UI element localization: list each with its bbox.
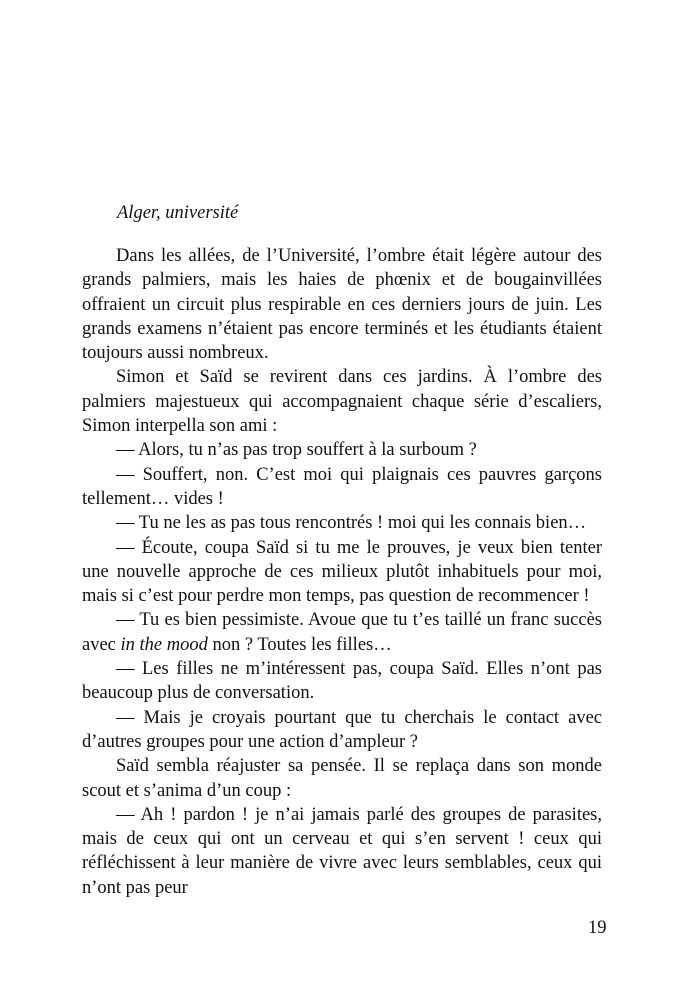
paragraph bbox=[82, 608, 602, 657]
paragraph: — Souffert, non. C’est moi qui plaignais ces pauvres garçons tellement… vides ! bbox=[82, 464, 602, 509]
paragraph: — Mais je croyais pourtant que tu cherchais le contact avec d’autres groupes pour une action d’ampleur ? bbox=[82, 707, 602, 752]
paragraph: — Ah ! pardon ! je n’ai jamais parlé des groupes de parasites, mais de ceux qui ont un cerveau et qui s’en servent ! ceux qui réfléchissent à leur manière de vivre avec leurs semblables, ceux qui n’ont pas peur bbox=[82, 804, 602, 898]
paragraph: Saïd sembla réajuster sa pensée. Il se replaça dans son monde scout et s’anima d’un coup : bbox=[82, 756, 602, 801]
paragraph: Dans les allées, de l’Université, l’ombre était légère autour des grands palmiers, mais les haies de phœnix et de bougainvillées offraient un circuit plus respirable en ces derniers jours de juin. Les grands examens n’étaient pas encore terminés et les étudiants étaient toujours aussi nombreux. bbox=[82, 246, 602, 364]
page-number: 19 bbox=[588, 918, 607, 938]
paragraph: Simon et Saïd se revirent dans ces jardins. À l’ombre des palmiers majestueux qui accompagnaient chaque série d’escaliers, Simon interpella son ami : bbox=[82, 367, 602, 437]
paragraph: — Écoute, coupa Saïd si tu me le prouves, je veux bien tenter une nouvelle approche de ces milieux plutôt inhabituels pour moi, mais si c’est pour perdre mon temps, pas question de recommencer ! bbox=[82, 537, 602, 607]
paragraph-text: — Tu es bien pessimiste. Avoue que tu t’es taillé un franc succès avec bbox=[82, 610, 602, 655]
song-title: in the mood bbox=[120, 634, 208, 655]
paragraph: — Tu ne les as pas tous rencontrés ! moi qui les connais bien… bbox=[116, 513, 587, 534]
chapter-heading: Alger, université bbox=[117, 203, 239, 223]
paragraph: — Alors, tu n’as pas trop souffert à la surboum ? bbox=[116, 440, 477, 461]
body-text bbox=[82, 244, 602, 900]
paragraph-text: non ? Toutes les filles… bbox=[207, 634, 392, 655]
paragraph: — Les filles ne m’intéressent pas, coupa Saïd. Elles n’ont pas beaucoup plus de conversation. bbox=[82, 659, 602, 704]
